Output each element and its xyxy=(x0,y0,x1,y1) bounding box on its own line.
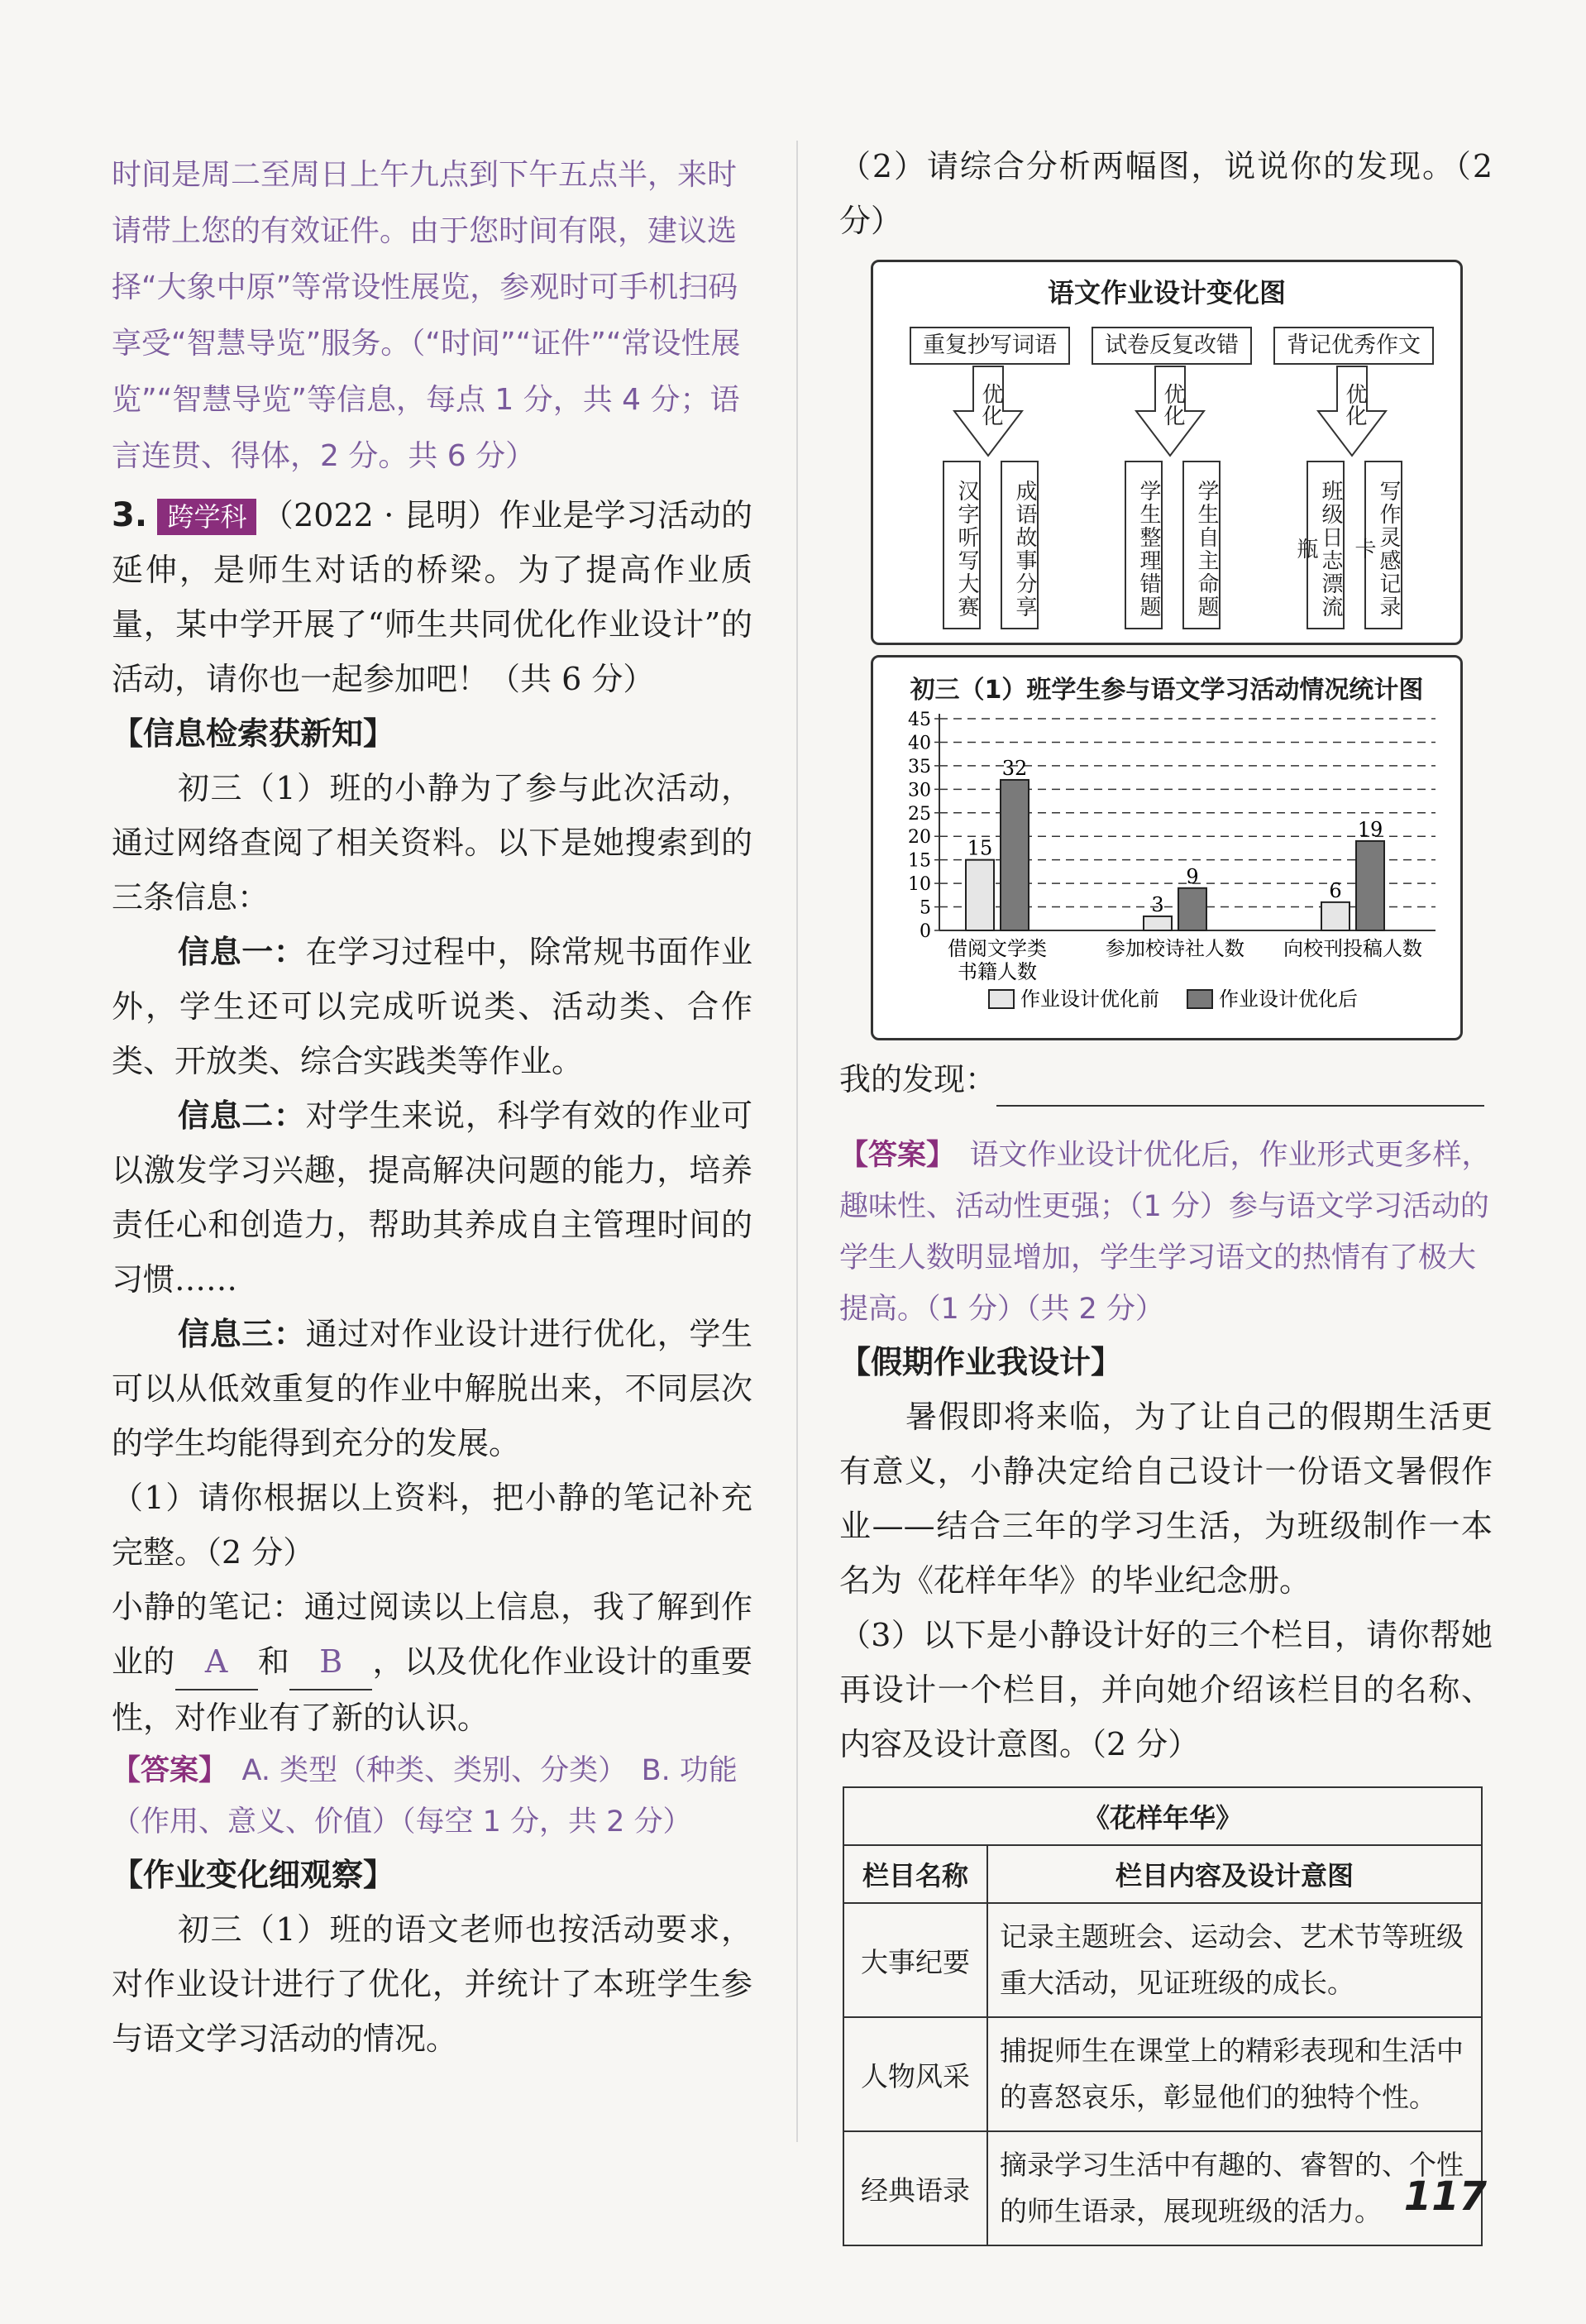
row-content: 记录主题班会、运动会、艺术节等班级重大活动，见证班级的成长。 xyxy=(987,1903,1482,2017)
left-column xyxy=(112,147,752,2066)
yearbook-table xyxy=(843,1786,1483,2246)
prev-answer: 时间是周二至周日上午九点到下午五点半，来时请带上您的有效证件。由于您时间有限，建议选择“大象中原”等常设性展览，参观时可手机扫码享受“智慧导览”服务。（“时间”“证件”“常设性展览”“智慧导览”等信息，每点 1 分，共 4 分；语言连贯、得体，2 分。共 6 分） xyxy=(112,158,741,473)
y-tick-label: 20 xyxy=(908,827,931,849)
row-content: 摘录学习生活中有趣的、睿智的、个性的师生语录，展现班级的活力。 xyxy=(987,2131,1482,2245)
arrow-label: 优化 xyxy=(1342,383,1367,426)
bottom-box: 学生自主命题 xyxy=(1182,461,1221,629)
info-two-text: 对学生来说，科学有效的作业可以激发学习兴趣，提高解决问题的能力，培养责任心和创造力，帮助其养成自主管理时间的习惯…… xyxy=(112,1097,752,1298)
note-fill-in xyxy=(112,1580,752,1745)
section-title-info: 【信息检索获新知】 xyxy=(112,715,395,752)
answer-label: 【答案】 xyxy=(839,1139,941,1172)
blank-a[interactable]: A xyxy=(175,1634,258,1690)
info-two-label: 信息二： xyxy=(178,1097,306,1134)
row-content: 捕捉师生在课堂上的精彩表现和生活中的喜怒哀乐，彰显他们的独特个性。 xyxy=(987,2017,1482,2131)
blank-b[interactable]: B xyxy=(289,1634,372,1690)
note-text-a: 小静的笔记：通过阅读以上信息，我了解到作业的 xyxy=(112,1589,752,1680)
legend-label: 作业设计优化后 xyxy=(1219,987,1358,1011)
x-tick-label: 向校刊投稿人数 xyxy=(1283,937,1422,960)
bottom-box: 成语故事分享 xyxy=(1001,461,1039,629)
legend-label: 作业设计优化前 xyxy=(1020,987,1159,1011)
bar xyxy=(1001,780,1029,930)
data-label: 6 xyxy=(1329,878,1342,902)
info-one-label: 信息一： xyxy=(178,934,306,970)
bar xyxy=(1144,916,1172,930)
note-text-b: ，以及优化作业设计的重要性，对作业有了新的认识。 xyxy=(112,1643,752,1736)
info-one-text: 在学习过程中，除常规书面作业外，学生还可以完成听说类、活动类、合作类、开放类、综合实践类等作业。 xyxy=(112,934,752,1079)
section-text-observe: 初三（1）班的语文老师也按活动要求，对作业设计进行了优化，并统计了本班学生参与语文学习活动的情况。 xyxy=(112,1911,752,2057)
legend-swatch xyxy=(989,990,1014,1008)
answer-1 xyxy=(112,1745,752,1848)
answer-label: 【答案】 xyxy=(112,1754,213,1787)
data-label: 9 xyxy=(1186,864,1199,888)
info-three xyxy=(112,1307,752,1470)
right-column xyxy=(839,147,1493,2246)
data-label: 3 xyxy=(1151,892,1164,916)
arrow-label: 优化 xyxy=(1160,383,1185,426)
question-3-text: （2022 · 昆明）作业是学习活动的延伸，是师生对话的桥梁。为了提高作业质量，某中学开展了“师生共同优化作业设计”的活动，请你也一起参加吧！（共 6 分） xyxy=(112,497,752,697)
y-tick-label: 25 xyxy=(908,803,931,825)
sub-question-1: （1）请你根据以上资料，把小静的笔记补充完整。（2 分） xyxy=(112,1480,752,1571)
section-text-design: 暑假即将来临，为了让自己的假期生活更有意义，小静决定给自己设计一份语文暑假作业——结合三年的学习生活，为班级制作一本名为《花样年华》的毕业纪念册。 xyxy=(839,1399,1493,1599)
bottom-box: 班级日志漂流瓶 xyxy=(1307,461,1345,629)
table-row xyxy=(843,1903,1482,2017)
table-title-row xyxy=(843,1787,1482,1845)
info-three-text: 通过对作业设计进行优化，学生可以从低效重复的作业中解脱出来，不同层次的学生均能得到充分的发展。 xyxy=(112,1316,752,1461)
page-number: 117 xyxy=(1403,2173,1487,2220)
y-tick-label: 30 xyxy=(908,780,931,801)
section-title-observe: 【作业变化细观察】 xyxy=(112,1857,395,1893)
row-name: 经典语录 xyxy=(843,2131,987,2245)
sub-question-2: （2）请综合分析两幅图，说说你的发现。（2 分） xyxy=(839,148,1493,239)
x-tick-label: 借阅文学类 xyxy=(948,937,1047,960)
y-tick-label: 40 xyxy=(908,733,931,754)
table-row xyxy=(843,2131,1482,2245)
activity-statistics-chart xyxy=(871,655,1463,1040)
bar xyxy=(1321,902,1350,930)
section-title-design: 【假期作业我设计】 xyxy=(839,1344,1123,1380)
cross-subject-tag: 跨学科 xyxy=(157,499,256,535)
info-three-label: 信息三： xyxy=(178,1316,306,1352)
column-divider xyxy=(796,141,798,2142)
diagram-title: 语文作业设计变化图 xyxy=(1047,277,1286,308)
note-text-mid: 和 xyxy=(257,1643,290,1680)
bar xyxy=(966,860,994,930)
arrow-label: 优化 xyxy=(978,383,1003,426)
bottom-box: 学生整理错题 xyxy=(1125,461,1163,629)
bottom-box: 写作灵感记录卡 xyxy=(1364,461,1402,629)
data-label: 15 xyxy=(967,836,993,860)
y-tick-label: 15 xyxy=(908,850,931,872)
top-box: 重复抄写词语 xyxy=(910,327,1070,365)
answer-1-text: A. 类型（种类、类别、分类） B. 功能（作用、意义、价值）（每空 1 分，共 2 分） xyxy=(112,1754,738,1839)
data-label: 19 xyxy=(1357,817,1383,841)
x-tick-label: 参加校诗社人数 xyxy=(1106,937,1244,960)
y-tick-label: 0 xyxy=(920,921,931,942)
y-tick-label: 45 xyxy=(908,710,931,730)
answer-2 xyxy=(839,1130,1493,1335)
answer-2-text: 语文作业设计优化后，作业形式更多样，趣味性、活动性更强；（1 分）参与语文学习活动的学生人数明显增加，学生学习语文的热情有了极大提高。（1 分）（共 2 分） xyxy=(839,1139,1491,1326)
top-box: 试卷反复改错 xyxy=(1092,327,1252,365)
section-intro-info: 初三（1）班的小静为了参与此次活动，通过网络查阅了相关资料。以下是她搜索到的三条信息： xyxy=(112,770,752,916)
my-finding xyxy=(839,1052,1493,1107)
y-tick-label: 35 xyxy=(908,756,931,777)
x-tick-label: 书籍人数 xyxy=(958,960,1037,983)
y-tick-label: 5 xyxy=(920,897,931,919)
header-column-content: 栏目内容及设计意图 xyxy=(987,1845,1482,1903)
bar-chart xyxy=(873,658,1455,1033)
homework-change-diagram xyxy=(871,260,1463,645)
header-column-name: 栏目名称 xyxy=(843,1845,987,1903)
question-number: 3. xyxy=(112,496,148,534)
chart-title: 初三（1）班学生参与语文学习活动情况统计图 xyxy=(910,676,1424,705)
row-name: 人物风采 xyxy=(843,2017,987,2131)
sub-question-3: （3）以下是小静设计好的三个栏目，请你帮她再设计一个栏目，并向她介绍该栏目的名称、内容及设计意图。（2 分） xyxy=(839,1617,1493,1762)
legend-swatch xyxy=(1187,990,1212,1008)
data-label: 32 xyxy=(1001,756,1028,780)
finding-answer-line[interactable] xyxy=(996,1072,1484,1107)
my-finding-label: 我的发现： xyxy=(839,1061,997,1097)
bar xyxy=(1178,888,1206,930)
info-one xyxy=(112,925,752,1088)
bar xyxy=(1356,841,1384,930)
info-two xyxy=(112,1088,752,1307)
table-row xyxy=(843,2017,1482,2131)
bottom-box: 汉字听写大赛 xyxy=(943,461,981,629)
y-tick-label: 10 xyxy=(908,874,931,896)
top-box: 背记优秀作文 xyxy=(1273,327,1434,365)
table-title: 《花样年华》 xyxy=(843,1787,1482,1845)
question-3-intro xyxy=(112,488,752,706)
row-name: 大事纪要 xyxy=(843,1903,987,2017)
table-header-row xyxy=(843,1845,1482,1903)
